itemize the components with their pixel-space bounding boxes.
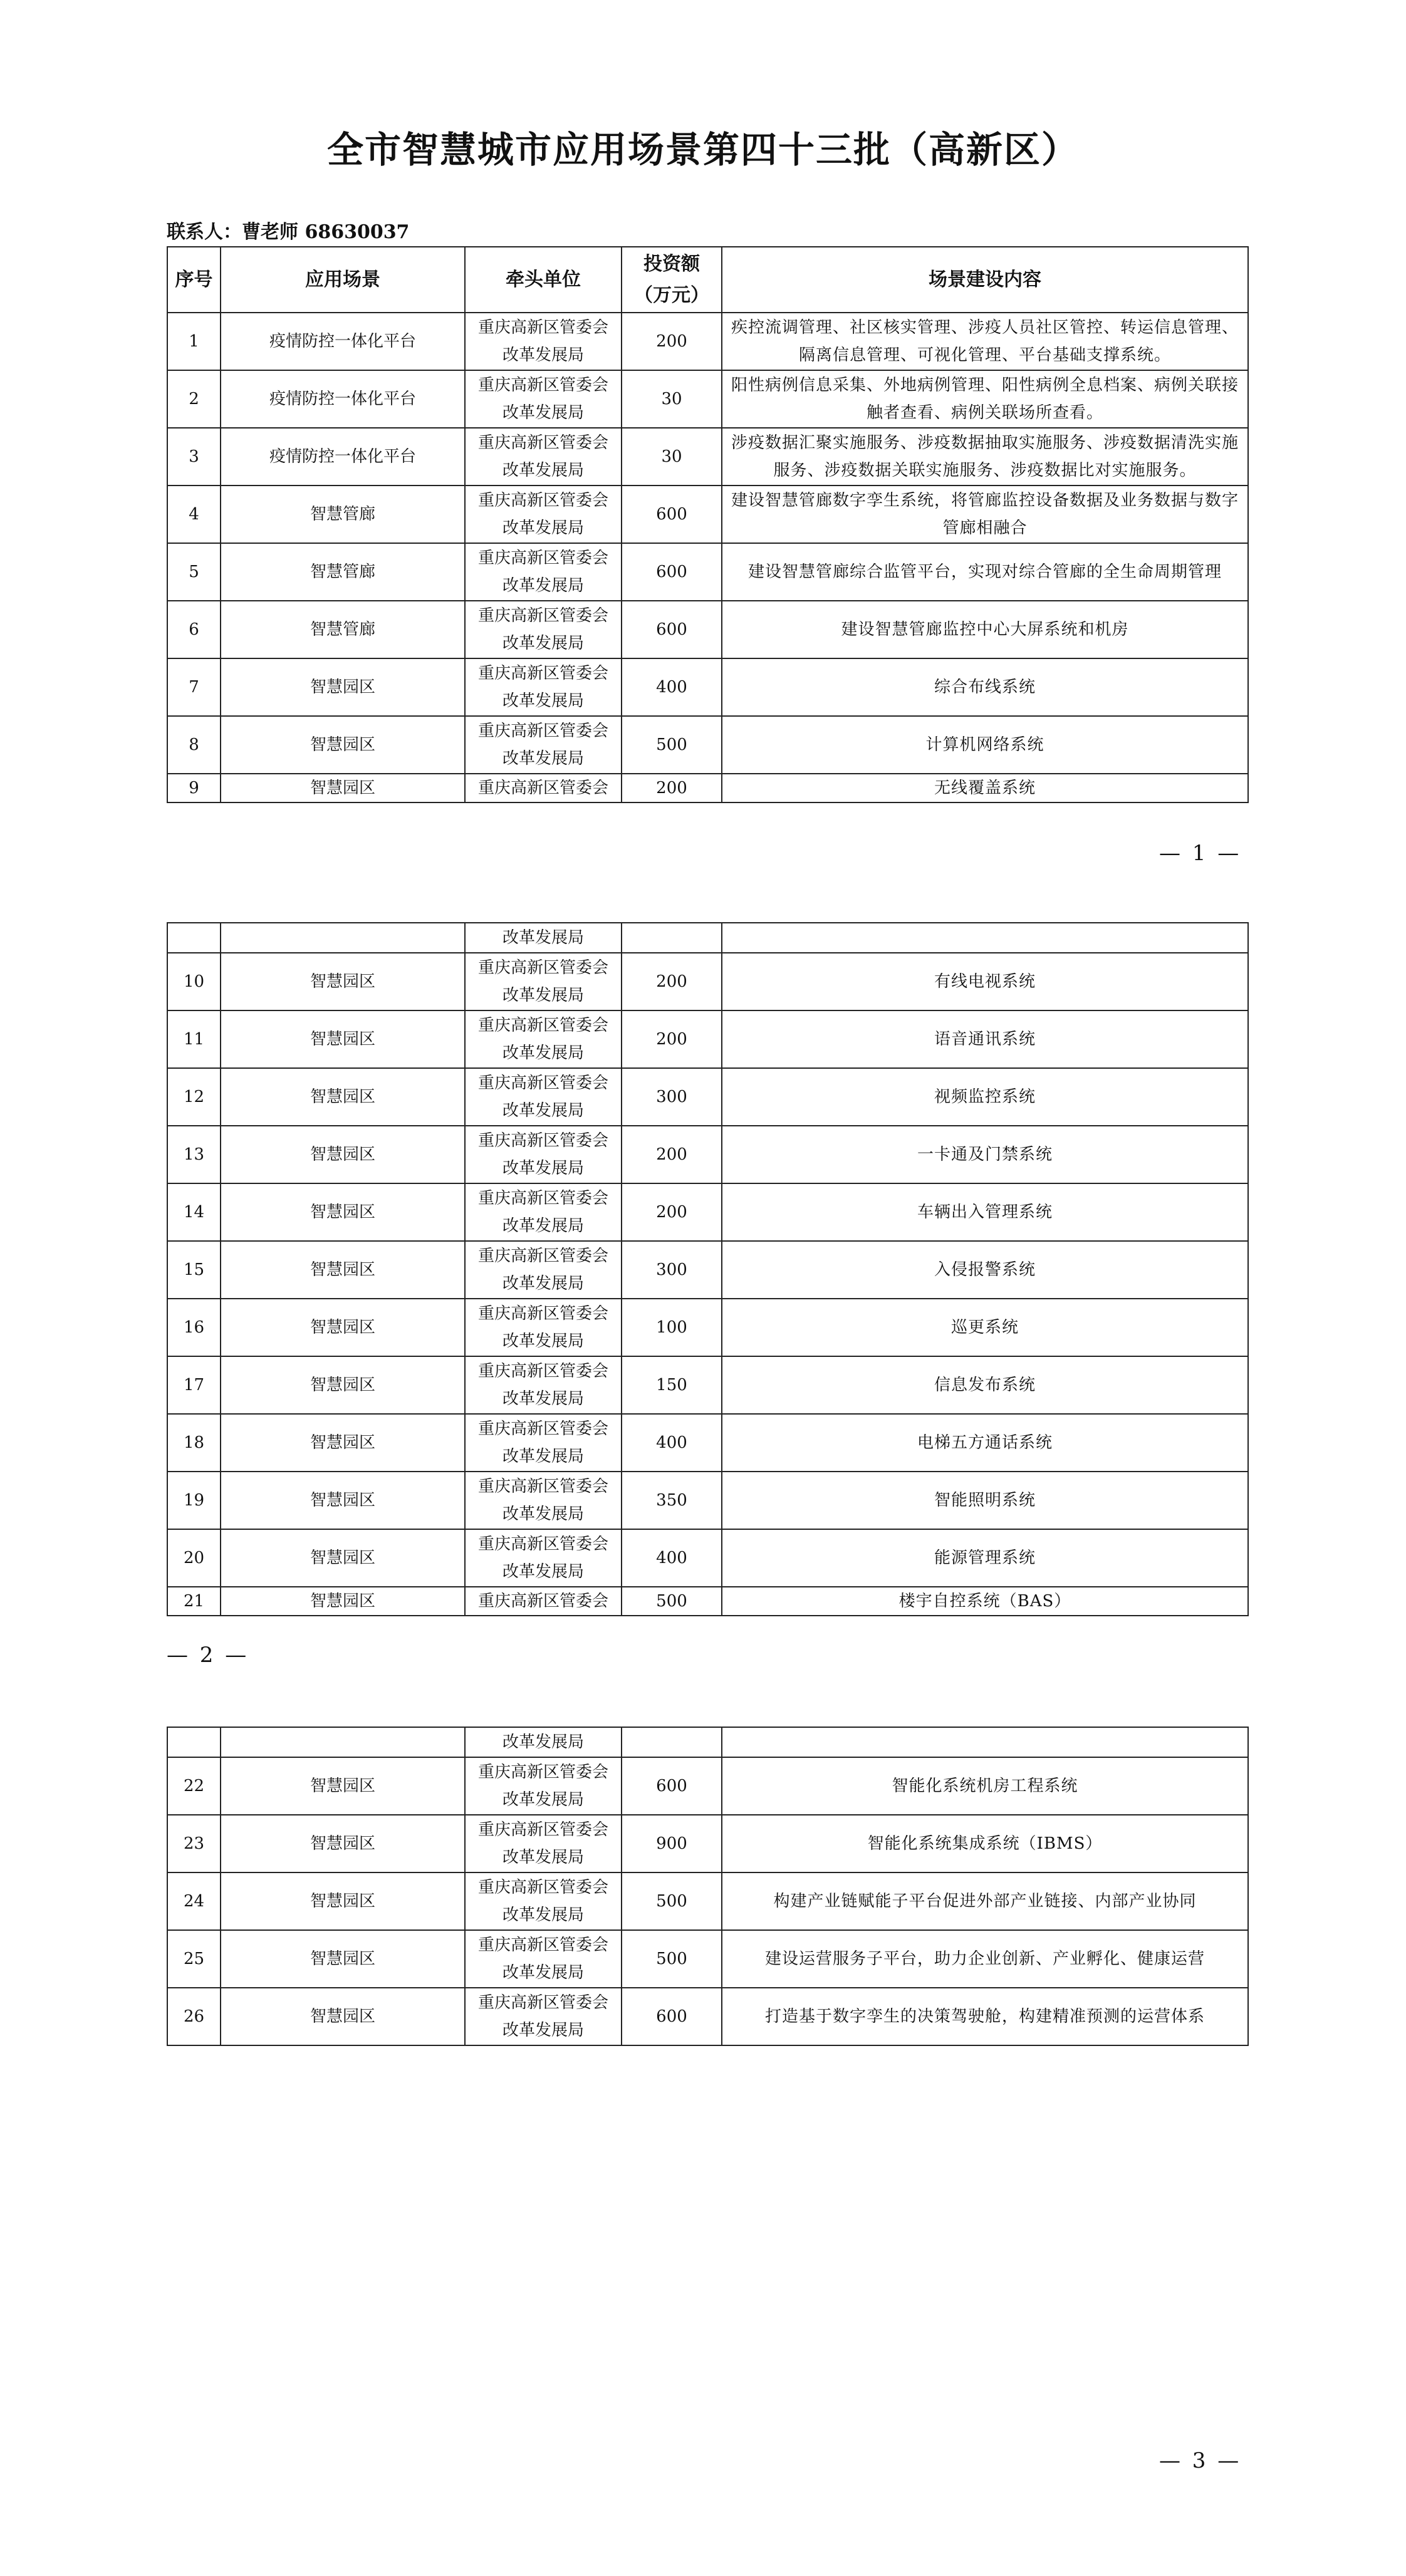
- unit-line-2: 改革发展局: [502, 928, 584, 947]
- amount-cell: 200: [622, 313, 722, 370]
- scene-cell: 智慧园区: [221, 716, 465, 774]
- header-seq: 序号: [167, 247, 221, 313]
- unit-cell: [465, 1757, 622, 1815]
- amount-cell: 600: [622, 601, 722, 658]
- table-header-row: [167, 247, 1248, 313]
- seq-cell-empty: [167, 923, 221, 953]
- page-number-2: — 2 —: [167, 1643, 249, 1668]
- unit-line-1: 重庆高新区管委会: [477, 1993, 608, 2012]
- seq-cell: 15: [167, 1241, 221, 1299]
- table-row: [167, 601, 1248, 658]
- unit-cell: [465, 1815, 622, 1872]
- scene-cell: 智慧园区: [221, 1872, 465, 1930]
- unit-cell: [465, 313, 622, 370]
- seq-cell: 19: [167, 1472, 221, 1529]
- seq-cell: 24: [167, 1872, 221, 1930]
- scene-cell: 智慧园区: [221, 1529, 465, 1587]
- table-row: [167, 1930, 1248, 1988]
- seq-cell: 14: [167, 1183, 221, 1241]
- unit-line-1: 重庆高新区管委会: [477, 1535, 608, 1554]
- content-cell: 建设智慧管廊综合监管平台，实现对综合管廊的全生命周期管理: [722, 543, 1248, 601]
- scene-cell: 智慧园区: [221, 1356, 465, 1414]
- amount-cell: 30: [622, 370, 722, 428]
- content-cell-empty: [722, 1727, 1248, 1757]
- unit-line-1: 重庆高新区管委会: [477, 1304, 608, 1323]
- unit-line-2: 改革发展局: [502, 1906, 584, 1924]
- table-row: [167, 1126, 1248, 1183]
- table-body-page-1: [167, 313, 1248, 802]
- table-row: [167, 1587, 1248, 1616]
- table-row: [167, 1010, 1248, 1068]
- amount-cell: 200: [622, 1010, 722, 1068]
- table-row: [167, 953, 1248, 1010]
- page-number-3: — 3 —: [1159, 2448, 1242, 2473]
- seq-cell: 7: [167, 658, 221, 716]
- table-row: [167, 1988, 1248, 2045]
- unit-line-1: 重庆高新区管委会: [477, 434, 608, 452]
- unit-line-1: 重庆高新区管委会: [477, 318, 608, 337]
- scene-cell: 智慧园区: [221, 1815, 465, 1872]
- unit-cell: [465, 1183, 622, 1241]
- content-cell: 建设智慧管廊数字孪生系统，将管廊监控设备数据及业务数据与数字管廊相融合: [722, 486, 1248, 543]
- table-row: [167, 1299, 1248, 1356]
- seq-cell: 22: [167, 1757, 221, 1815]
- unit-line-2: 改革发展局: [502, 1963, 584, 1982]
- unit-line-2: 改革发展局: [502, 576, 584, 595]
- content-cell: 视频监控系统: [722, 1068, 1248, 1126]
- table-row: [167, 1472, 1248, 1529]
- scene-cell-empty: [221, 923, 465, 953]
- document-title: 全市智慧城市应用场景第四十三批（高新区）: [326, 128, 1079, 171]
- amount-cell: 400: [622, 1529, 722, 1587]
- table-row: [167, 774, 1248, 802]
- header-scene: 应用场景: [221, 247, 465, 313]
- scene-table-page-1: [167, 246, 1249, 803]
- seq-cell: 26: [167, 1988, 221, 2045]
- unit-line-1: 重庆高新区管委会: [477, 958, 608, 977]
- scene-cell: 智慧园区: [221, 1414, 465, 1472]
- unit-line-2: 改革发展局: [502, 1217, 584, 1235]
- unit-line-1: 重庆高新区管委会: [477, 1878, 608, 1897]
- scene-cell: 智慧园区: [221, 1472, 465, 1529]
- scene-cell: 智慧园区: [221, 1988, 465, 2045]
- unit-line-1: 重庆高新区管委会: [477, 1074, 608, 1093]
- unit-line-1: 重庆高新区管委会: [477, 1592, 608, 1611]
- unit-cell: [465, 658, 622, 716]
- scene-cell: 智慧管廊: [221, 486, 465, 543]
- unit-line-1: 重庆高新区管委会: [477, 664, 608, 683]
- unit-line-2: 改革发展局: [502, 1505, 584, 1524]
- unit-line-1: 重庆高新区管委会: [477, 1362, 608, 1381]
- table-row: [167, 543, 1248, 601]
- content-cell: 智能化系统集成系统（IBMS）: [722, 1815, 1248, 1872]
- content-cell: 智能化系统机房工程系统: [722, 1757, 1248, 1815]
- scene-cell: 智慧园区: [221, 1241, 465, 1299]
- unit-cell: [465, 1241, 622, 1299]
- unit-line-2: 改革发展局: [502, 1044, 584, 1062]
- unit-cell: [465, 1587, 622, 1616]
- unit-cell: [465, 370, 622, 428]
- unit-cell: [465, 1299, 622, 1356]
- unit-line-2: 改革发展局: [502, 403, 584, 422]
- amount-cell: 150: [622, 1356, 722, 1414]
- unit-line-2: 改革发展局: [502, 986, 584, 1005]
- content-cell: 无线覆盖系统: [722, 774, 1248, 802]
- content-cell: 信息发布系统: [722, 1356, 1248, 1414]
- content-cell: 涉疫数据汇聚实施服务、涉疫数据抽取实施服务、涉疫数据清洗实施服务、涉疫数据关联实施服务、涉疫数据比对实施服务。: [722, 428, 1248, 486]
- unit-cell: [465, 1872, 622, 1930]
- seq-cell: 17: [167, 1356, 221, 1414]
- amount-cell: 200: [622, 1126, 722, 1183]
- content-cell: 阳性病例信息采集、外地病例管理、阳性病例全息档案、病例关联接触者查看、病例关联场所查看。: [722, 370, 1248, 428]
- unit-line-1: 重庆高新区管委会: [477, 1477, 608, 1496]
- unit-line-1: 重庆高新区管委会: [477, 722, 608, 740]
- unit-cell: [465, 1126, 622, 1183]
- amount-cell: 500: [622, 1930, 722, 1988]
- scene-cell: 智慧园区: [221, 1068, 465, 1126]
- scene-cell: 智慧园区: [221, 1930, 465, 1988]
- scene-table-page-2: [167, 922, 1249, 1616]
- unit-line-1: 重庆高新区管委会: [477, 1936, 608, 1955]
- amount-cell: 500: [622, 716, 722, 774]
- content-cell: 入侵报警系统: [722, 1241, 1248, 1299]
- amount-cell: 300: [622, 1068, 722, 1126]
- table-row: [167, 1815, 1248, 1872]
- scene-cell: 智慧管廊: [221, 543, 465, 601]
- scene-cell: 智慧园区: [221, 1126, 465, 1183]
- table-row: [167, 428, 1248, 486]
- unit-cell: [465, 543, 622, 601]
- seq-cell: 23: [167, 1815, 221, 1872]
- unit-line-2: 改革发展局: [502, 634, 584, 653]
- unit-cell: [465, 953, 622, 1010]
- scene-cell: 智慧园区: [221, 1299, 465, 1356]
- seq-cell: 25: [167, 1930, 221, 1988]
- unit-cell: [465, 1068, 622, 1126]
- table-row: [167, 1183, 1248, 1241]
- table-row: [167, 1356, 1248, 1414]
- seq-cell: 20: [167, 1529, 221, 1587]
- seq-cell: 10: [167, 953, 221, 1010]
- amount-cell: 200: [622, 774, 722, 802]
- seq-cell-empty: [167, 1727, 221, 1757]
- table-body-page-2: [167, 923, 1248, 1616]
- seq-cell: 2: [167, 370, 221, 428]
- table-row: [167, 1068, 1248, 1126]
- unit-line-2: 改革发展局: [502, 1101, 584, 1120]
- table-row: [167, 658, 1248, 716]
- page-number-1: — 1 —: [1159, 841, 1242, 866]
- amount-cell: 350: [622, 1472, 722, 1529]
- amount-cell: 300: [622, 1241, 722, 1299]
- seq-cell: 11: [167, 1010, 221, 1068]
- content-cell: 疾控流调管理、社区核实管理、涉疫人员社区管控、转运信息管理、隔离信息管理、可视化管理、平台基础支撑系统。: [722, 313, 1248, 370]
- scene-cell: 智慧园区: [221, 953, 465, 1010]
- amount-cell-empty: [622, 923, 722, 953]
- table-row: [167, 1757, 1248, 1815]
- unit-line-1: 重庆高新区管委会: [477, 491, 608, 510]
- seq-cell: 3: [167, 428, 221, 486]
- unit-cell: [465, 923, 622, 953]
- table-row-continuation: [167, 923, 1248, 953]
- content-cell-empty: [722, 923, 1248, 953]
- table-row: [167, 313, 1248, 370]
- scene-cell: 智慧园区: [221, 1010, 465, 1068]
- seq-cell: 8: [167, 716, 221, 774]
- unit-line-2: 改革发展局: [502, 1389, 584, 1408]
- content-cell: 车辆出入管理系统: [722, 1183, 1248, 1241]
- unit-line-2: 改革发展局: [502, 1159, 584, 1178]
- scene-cell-empty: [221, 1727, 465, 1757]
- header-content: 场景建设内容: [722, 247, 1248, 313]
- unit-cell: [465, 1356, 622, 1414]
- table-row-continuation: [167, 1727, 1248, 1757]
- seq-cell: 16: [167, 1299, 221, 1356]
- content-cell: 建设运营服务子平台，助力企业创新、产业孵化、健康运营: [722, 1930, 1248, 1988]
- unit-cell: [465, 716, 622, 774]
- content-cell: 综合布线系统: [722, 658, 1248, 716]
- unit-line-1: 重庆高新区管委会: [477, 1131, 608, 1150]
- scene-cell: 疫情防控一体化平台: [221, 370, 465, 428]
- unit-line-1: 重庆高新区管委会: [477, 1820, 608, 1839]
- table-row: [167, 716, 1248, 774]
- content-cell: 楼宇自控系统（BAS）: [722, 1587, 1248, 1616]
- unit-cell: [465, 601, 622, 658]
- unit-line-1: 重庆高新区管委会: [477, 549, 608, 568]
- unit-line-1: 重庆高新区管委会: [477, 779, 608, 797]
- content-cell: 语音通讯系统: [722, 1010, 1248, 1068]
- unit-line-1: 重庆高新区管委会: [477, 1763, 608, 1782]
- unit-cell: [465, 1010, 622, 1068]
- unit-cell: [465, 774, 622, 802]
- amount-cell: 400: [622, 658, 722, 716]
- seq-cell: 9: [167, 774, 221, 802]
- unit-line-2: 改革发展局: [502, 1562, 584, 1581]
- unit-cell: [465, 1529, 622, 1587]
- unit-line-2: 改革发展局: [502, 461, 584, 480]
- scene-cell: 智慧园区: [221, 1587, 465, 1616]
- unit-line-1: 重庆高新区管委会: [477, 1189, 608, 1208]
- scene-cell: 智慧园区: [221, 658, 465, 716]
- header-unit: 牵头单位: [465, 247, 622, 313]
- amount-cell-empty: [622, 1727, 722, 1757]
- content-cell: 一卡通及门禁系统: [722, 1126, 1248, 1183]
- unit-line-2: 改革发展局: [502, 1332, 584, 1351]
- header-amount: 投资额（万元）: [622, 247, 722, 313]
- seq-cell: 1: [167, 313, 221, 370]
- unit-cell: [465, 486, 622, 543]
- amount-cell: 600: [622, 1757, 722, 1815]
- amount-cell: 400: [622, 1414, 722, 1472]
- unit-line-2: 改革发展局: [502, 1733, 584, 1752]
- unit-cell: [465, 1472, 622, 1529]
- contact-line: 联系人：曹老师 68630037: [167, 221, 410, 243]
- content-cell: 有线电视系统: [722, 953, 1248, 1010]
- scene-cell: 疫情防控一体化平台: [221, 428, 465, 486]
- unit-line-2: 改革发展局: [502, 1447, 584, 1466]
- unit-line-1: 重庆高新区管委会: [477, 606, 608, 625]
- table-body-page-3: [167, 1727, 1248, 2045]
- content-cell: 构建产业链赋能子平台促进外部产业链接、内部产业协同: [722, 1872, 1248, 1930]
- amount-cell: 600: [622, 486, 722, 543]
- content-cell: 建设智慧管廊监控中心大屏系统和机房: [722, 601, 1248, 658]
- unit-line-1: 重庆高新区管委会: [477, 1420, 608, 1438]
- table-row: [167, 1872, 1248, 1930]
- content-cell: 计算机网络系统: [722, 716, 1248, 774]
- unit-line-2: 改革发展局: [502, 519, 584, 538]
- unit-line-2: 改革发展局: [502, 749, 584, 768]
- seq-cell: 6: [167, 601, 221, 658]
- unit-line-2: 改革发展局: [502, 2021, 584, 2040]
- unit-line-2: 改革发展局: [502, 1274, 584, 1293]
- seq-cell: 12: [167, 1068, 221, 1126]
- seq-cell: 18: [167, 1414, 221, 1472]
- seq-cell: 13: [167, 1126, 221, 1183]
- table-row: [167, 1414, 1248, 1472]
- scene-cell: 疫情防控一体化平台: [221, 313, 465, 370]
- content-cell: 巡更系统: [722, 1299, 1248, 1356]
- content-cell: 电梯五方通话系统: [722, 1414, 1248, 1472]
- seq-cell: 21: [167, 1587, 221, 1616]
- unit-cell: [465, 1414, 622, 1472]
- table-row: [167, 486, 1248, 543]
- unit-line-2: 改革发展局: [502, 1790, 584, 1809]
- unit-line-2: 改革发展局: [502, 346, 584, 365]
- table-row: [167, 1529, 1248, 1587]
- amount-cell: 600: [622, 1988, 722, 2045]
- amount-cell: 30: [622, 428, 722, 486]
- unit-cell: [465, 1988, 622, 2045]
- scene-cell: 智慧园区: [221, 774, 465, 802]
- amount-cell: 600: [622, 543, 722, 601]
- table-row: [167, 1241, 1248, 1299]
- content-cell: 打造基于数字孪生的决策驾驶舱，构建精准预测的运营体系: [722, 1988, 1248, 2045]
- unit-line-1: 重庆高新区管委会: [477, 376, 608, 395]
- content-cell: 智能照明系统: [722, 1472, 1248, 1529]
- scene-cell: 智慧园区: [221, 1757, 465, 1815]
- amount-cell: 100: [622, 1299, 722, 1356]
- unit-line-2: 改革发展局: [502, 1848, 584, 1867]
- seq-cell: 4: [167, 486, 221, 543]
- unit-cell: [465, 1930, 622, 1988]
- unit-line-2: 改革发展局: [502, 692, 584, 710]
- amount-cell: 500: [622, 1587, 722, 1616]
- unit-line-1: 重庆高新区管委会: [477, 1247, 608, 1265]
- scene-cell: 智慧管廊: [221, 601, 465, 658]
- amount-cell: 500: [622, 1872, 722, 1930]
- amount-cell: 900: [622, 1815, 722, 1872]
- unit-cell: [465, 428, 622, 486]
- unit-cell: [465, 1727, 622, 1757]
- scene-cell: 智慧园区: [221, 1183, 465, 1241]
- table-row: [167, 370, 1248, 428]
- amount-cell: 200: [622, 1183, 722, 1241]
- content-cell: 能源管理系统: [722, 1529, 1248, 1587]
- unit-line-1: 重庆高新区管委会: [477, 1016, 608, 1035]
- amount-cell: 200: [622, 953, 722, 1010]
- scene-table-page-3: [167, 1727, 1249, 2046]
- seq-cell: 5: [167, 543, 221, 601]
